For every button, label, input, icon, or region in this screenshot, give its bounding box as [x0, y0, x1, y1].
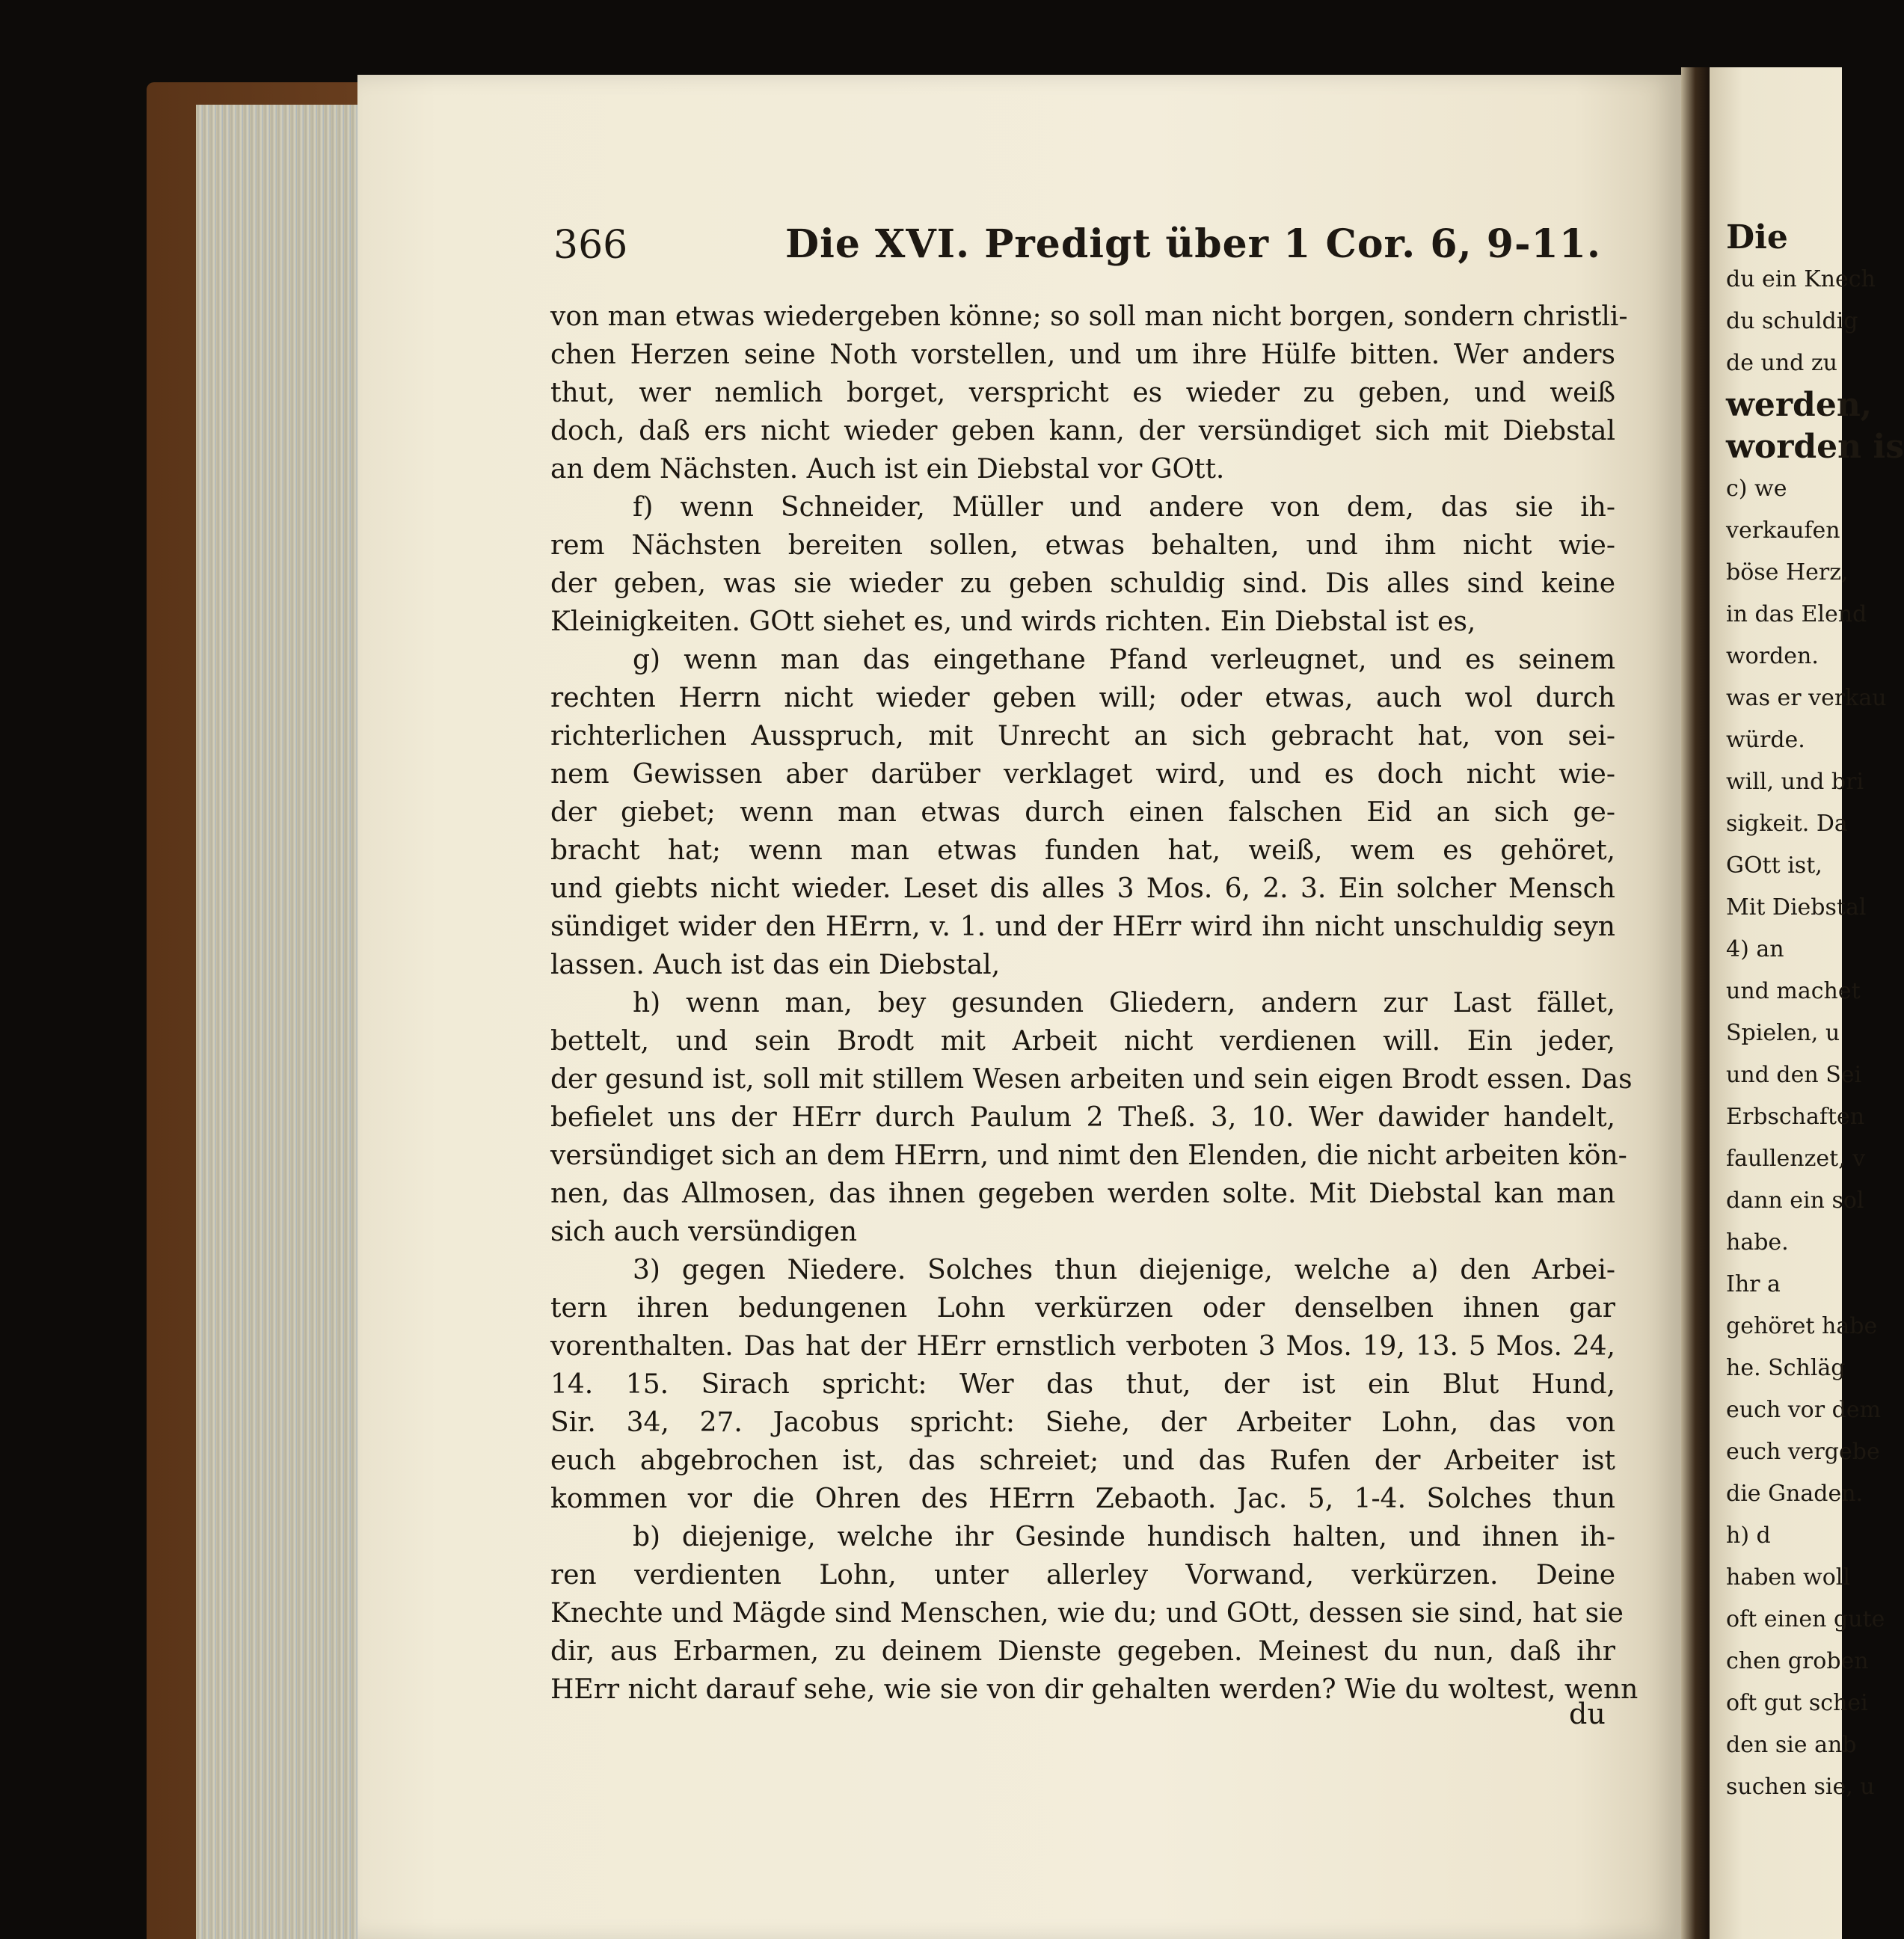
text-line: der geben, was sie wieder zu geben schuldig sind. Dis alles sind keine	[550, 568, 1615, 599]
text-line: ren verdienten Lohn, unter allerley Vorwand, verkürzen. Deine	[550, 1560, 1615, 1591]
right-page-line: Mit Diebstal	[1726, 894, 1867, 921]
right-page-line: den sie anb	[1726, 1732, 1857, 1758]
text-line: nem Gewissen aber darüber verklaget wird, und es doch nicht wie-	[550, 759, 1615, 790]
right-page-line: würde.	[1726, 727, 1805, 753]
right-page-line: h) d	[1726, 1522, 1771, 1549]
right-page-line: euch vor dem	[1726, 1397, 1882, 1423]
catchword: du	[1569, 1697, 1606, 1730]
text-line: Sir. 34, 27. Jacobus spricht: Siehe, der Arbeiter Lohn, das von	[550, 1407, 1615, 1438]
right-page-line: sigkeit. Da	[1726, 811, 1848, 837]
right-page-line: c) we	[1726, 476, 1787, 502]
right-page-line: gehöret habe	[1726, 1313, 1878, 1339]
right-page-line: oft gut schei	[1726, 1690, 1868, 1716]
right-page-line: in das Elend	[1726, 601, 1867, 627]
right-page-header: Die	[1726, 218, 1788, 256]
text-line: vorenthalten. Das hat der HErr ernstlich verboten 3 Mos. 19, 13. 5 Mos. 24,	[550, 1331, 1615, 1362]
right-page-text	[1726, 217, 1904, 1808]
right-page-line: verkaufen	[1726, 517, 1840, 544]
page-number: 366	[553, 223, 628, 268]
text-line: euch abgebrochen ist, das schreiet; und das Rufen der Arbeiter ist	[550, 1445, 1615, 1476]
text-line: 3) gegen Niedere. Solches thun diejenige, welche a) den Arbei-	[633, 1255, 1615, 1285]
right-page-line: euch vergebe	[1726, 1439, 1880, 1465]
right-page-line: Ihr a	[1726, 1271, 1781, 1297]
right-page-line: und machet	[1726, 978, 1861, 1004]
text-line: lassen. Auch ist das ein Diebstal,	[550, 950, 1001, 980]
right-page-line: habe.	[1726, 1229, 1789, 1256]
page-header	[553, 217, 1623, 277]
right-page-line: was er verkau	[1726, 685, 1887, 711]
right-page-line: du ein Knech	[1726, 266, 1876, 292]
right-page-line: will, und bri	[1726, 769, 1864, 795]
right-page-line: oft einen gute	[1726, 1606, 1885, 1632]
text-line: chen Herzen seine Noth vorstellen, und um ihre Hülfe bitten. Wer anders	[550, 339, 1615, 370]
text-line: Knechte und Mägde sind Menschen, wie du; und GOtt, dessen sie sind, hat sie	[550, 1598, 1624, 1629]
right-page-line: die Gnaden.	[1726, 1481, 1864, 1507]
book-gutter	[1681, 67, 1710, 1939]
text-line: von man etwas wiedergeben könne; so soll man nicht borgen, sondern christli-	[550, 301, 1628, 332]
text-line: rechten Herrn nicht wieder geben will; oder etwas, auch wol durch	[550, 683, 1615, 713]
right-page-line: chen groben	[1726, 1648, 1869, 1674]
right-page-line: böse Herz,	[1726, 559, 1849, 586]
running-title: Die XVI. Predigt über 1 Cor. 6, 9-11.	[785, 221, 1601, 267]
text-line: befielet uns der HErr durch Paulum 2 Theß. 3, 10. Wer dawider handelt,	[550, 1102, 1615, 1133]
right-page-line: Erbschaften	[1726, 1104, 1865, 1130]
text-line: nen, das Allmosen, das ihnen gegeben werden solte. Mit Diebstal kan man	[550, 1179, 1615, 1209]
text-line: sündiget wider den HErrn, v. 1. und der HErr wird ihn nicht unschuldig seyn	[550, 912, 1615, 942]
text-line: und giebts nicht wieder. Leset dis alles 3 Mos. 6, 2. 3. Ein solcher Mensch	[550, 873, 1615, 904]
text-line: rem Nächsten bereiten sollen, etwas behalten, und ihm nicht wie-	[550, 530, 1615, 561]
text-line: thut, wer nemlich borget, verspricht es wieder zu geben, und weiß	[550, 378, 1615, 408]
right-page-line: werden,	[1726, 386, 1873, 424]
right-page-line: GOtt ist,	[1726, 852, 1822, 879]
text-line: an dem Nächsten. Auch ist ein Diebstal vor GOtt.	[550, 454, 1225, 485]
text-line: der giebet; wenn man etwas durch einen falschen Eid an sich ge-	[550, 797, 1615, 828]
text-line: dir, aus Erbarmen, zu deinem Dienste gegeben. Meinest du nun, daß ihr	[550, 1636, 1615, 1667]
text-line: 14. 15. Sirach spricht: Wer das thut, der ist ein Blut Hund,	[550, 1369, 1615, 1400]
right-page-line: 4) an	[1726, 936, 1784, 962]
text-line: versündiget sich an dem HErrn, und nimt den Elenden, die nicht arbeiten kön-	[550, 1140, 1627, 1171]
right-page-line: und den Sei	[1726, 1062, 1862, 1088]
text-line: Kleinigkeiten. GOtt siehet es, und wirds richten. Ein Diebstal ist es,	[550, 606, 1476, 637]
text-line: HErr nicht darauf sehe, wie sie von dir gehalten werden? Wie du woltest, wenn	[550, 1674, 1639, 1705]
right-page-line: he. Schläg	[1726, 1355, 1846, 1381]
text-line: bettelt, und sein Brodt mit Arbeit nicht verdienen will. Ein jeder,	[550, 1026, 1615, 1057]
right-page-line: suchen sie, u	[1726, 1774, 1875, 1800]
text-line: h) wenn man, bey gesunden Gliedern, andern zur Last fället,	[633, 988, 1615, 1018]
text-line: g) wenn man das eingethane Pfand verleugnet, und es seinem	[633, 645, 1615, 675]
right-page-line: faullenzet, v	[1726, 1146, 1866, 1172]
text-line: kommen vor die Ohren des HErrn Zebaoth. Jac. 5, 1-4. Solches thun	[550, 1484, 1615, 1514]
text-line: doch, daß ers nicht wieder geben kann, der versündiget sich mit Diebstal	[550, 416, 1615, 446]
text-line: der gesund ist, soll mit stillem Wesen arbeiten und sein eigen Brodt essen. Das	[550, 1064, 1633, 1095]
text-line: tern ihren bedungenen Lohn verkürzen oder denselben ihnen gar	[550, 1293, 1615, 1324]
text-line: bracht hat; wenn man etwas funden hat, weiß, wem es gehöret,	[550, 835, 1615, 866]
text-line: f) wenn Schneider, Müller und andere von dem, das sie ih-	[633, 492, 1615, 523]
text-line: sich auch versündigen	[550, 1217, 858, 1247]
right-page-line: worden.	[1726, 643, 1819, 669]
text-line: richterlichen Ausspruch, mit Unrecht an sich gebracht hat, von sei-	[550, 721, 1615, 752]
text-line: b) diejenige, welche ihr Gesinde hundisch halten, und ihnen ih-	[633, 1522, 1615, 1552]
right-page-line: Spielen, u	[1726, 1020, 1840, 1046]
right-page-line: dann ein sol	[1726, 1187, 1864, 1214]
right-page-line: worden is	[1726, 428, 1904, 466]
right-page-line: haben woll	[1726, 1564, 1850, 1591]
right-page-line: de und zu	[1726, 350, 1838, 376]
page-edges	[196, 105, 362, 1939]
body-text	[550, 298, 1639, 1709]
right-page-line: du schuldig	[1726, 308, 1858, 334]
